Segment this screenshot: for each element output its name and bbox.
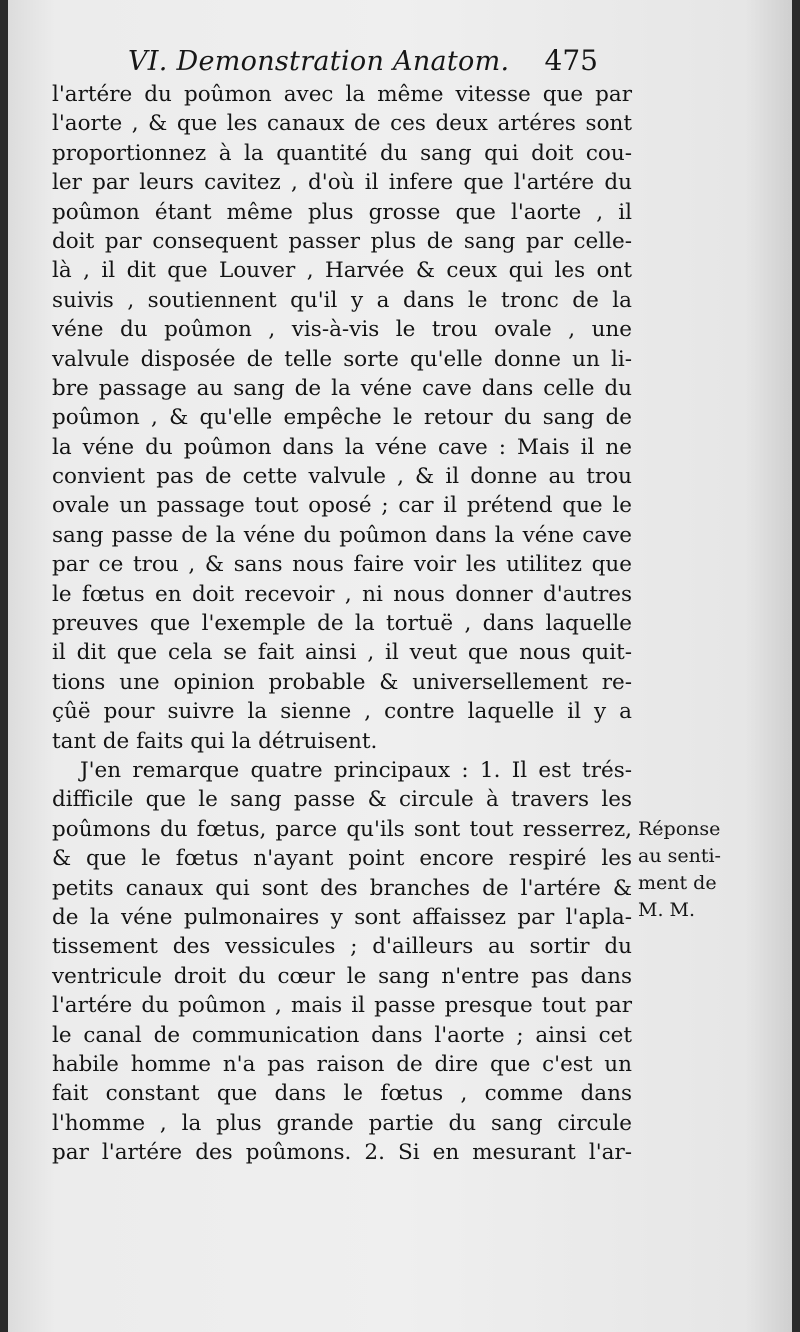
- text-line: l'artére du poûmon avec la même vitesse que par: [52, 82, 632, 107]
- text-line: là , il dit que Louver , Harvée & ceux qui les ont: [52, 258, 632, 284]
- margin-note-line: Réponse: [638, 818, 721, 840]
- running-head-title: VI. Demonstration Anatom.: [128, 46, 510, 77]
- text-line: poûmon étant même plus grosse que l'aorte , il: [52, 199, 632, 225]
- text-line: le canal de communication dans l'aorte ; ainsi cet: [52, 1022, 632, 1048]
- text-line: habile homme n'a pas raison de dire que c'est un: [52, 1051, 632, 1077]
- margin-note: [638, 816, 788, 924]
- text-line: de la véne pulmonaires y sont affaissez par l'apla-: [52, 904, 632, 930]
- text-line: doit par consequent passer plus de sang par celle-: [52, 228, 632, 254]
- text-line: le fœtus en doit recevoir , ni nous donner d'autres: [52, 581, 632, 607]
- text-line: il dit que cela se fait ainsi , il veut que nous quit-: [52, 640, 632, 666]
- text-line: ventricule droit du cœur le sang n'entre pas dans: [52, 963, 632, 989]
- text-line: difficile que le sang passe & circule à travers les: [52, 787, 632, 813]
- text-line: l'artére du poûmon , mais il passe presque tout par: [52, 993, 632, 1019]
- body-text: [52, 80, 632, 1167]
- text-line: ovale un passage tout oposé ; car il prétend que le: [52, 493, 632, 519]
- text-line: par ce trou , & sans nous faire voir les utilitez que: [52, 552, 632, 578]
- text-line: tions une opinion probable & universellement re-: [52, 669, 632, 695]
- text-line: l'aorte , & que les canaux de ces deux artéres sont: [52, 111, 632, 137]
- text-line: tissement des vessicules ; d'ailleurs au sortir du: [52, 934, 632, 960]
- text-line: bre passage au sang de la véne cave dans celle du: [52, 375, 632, 401]
- text-line: suivis , soutiennent qu'il y a dans le tronc de la: [52, 287, 632, 313]
- text-line: sang passe de la véne du poûmon dans la véne cave: [52, 522, 632, 548]
- text-line: fait constant que dans le fœtus , comme dans: [52, 1081, 632, 1107]
- text-line: proportionnez à la quantité du sang qui doit cou-: [52, 140, 632, 166]
- text-line: valvule disposée de telle sorte qu'elle donne un li-: [52, 346, 632, 372]
- margin-note-line: ment de: [638, 872, 717, 894]
- book-page: [8, 0, 792, 1332]
- text-line: poûmon , & qu'elle empêche le retour du sang de: [52, 405, 632, 431]
- margin-note-line: M. M.: [638, 899, 696, 921]
- page-number: 475: [544, 44, 598, 77]
- text-line: preuves que l'exemple de la tortuë , dans laquelle: [52, 611, 632, 637]
- margin-note-line: au senti-: [638, 845, 721, 867]
- running-head: [128, 44, 608, 84]
- text-line: la véne du poûmon dans la véne cave : Mais il ne: [52, 434, 632, 460]
- text-line: tant de faits qui la détruisent.: [52, 728, 378, 754]
- text-line: ler par leurs cavitez , d'où il infere que l'artére du: [52, 170, 632, 196]
- text-line: çûë pour suivre la sienne , contre laquelle il y a: [52, 699, 632, 725]
- text-line: poûmons du fœtus, parce qu'ils sont tout resserrez,: [52, 816, 632, 842]
- text-line: petits canaux qui sont des branches de l'artére &: [52, 875, 632, 901]
- text-line: & que le fœtus n'ayant point encore respiré les: [52, 846, 632, 872]
- text-line: véne du poûmon , vis-à-vis le trou ovale , une: [52, 317, 632, 343]
- text-line: J'en remarque quatre principaux : 1. Il est trés-: [80, 757, 632, 783]
- text-line: l'homme , la plus grande partie du sang circule: [52, 1110, 632, 1136]
- text-line: par l'artére des poûmons. 2. Si en mesurant l'ar-: [52, 1140, 632, 1166]
- text-line: convient pas de cette valvule , & il donne au trou: [52, 464, 632, 490]
